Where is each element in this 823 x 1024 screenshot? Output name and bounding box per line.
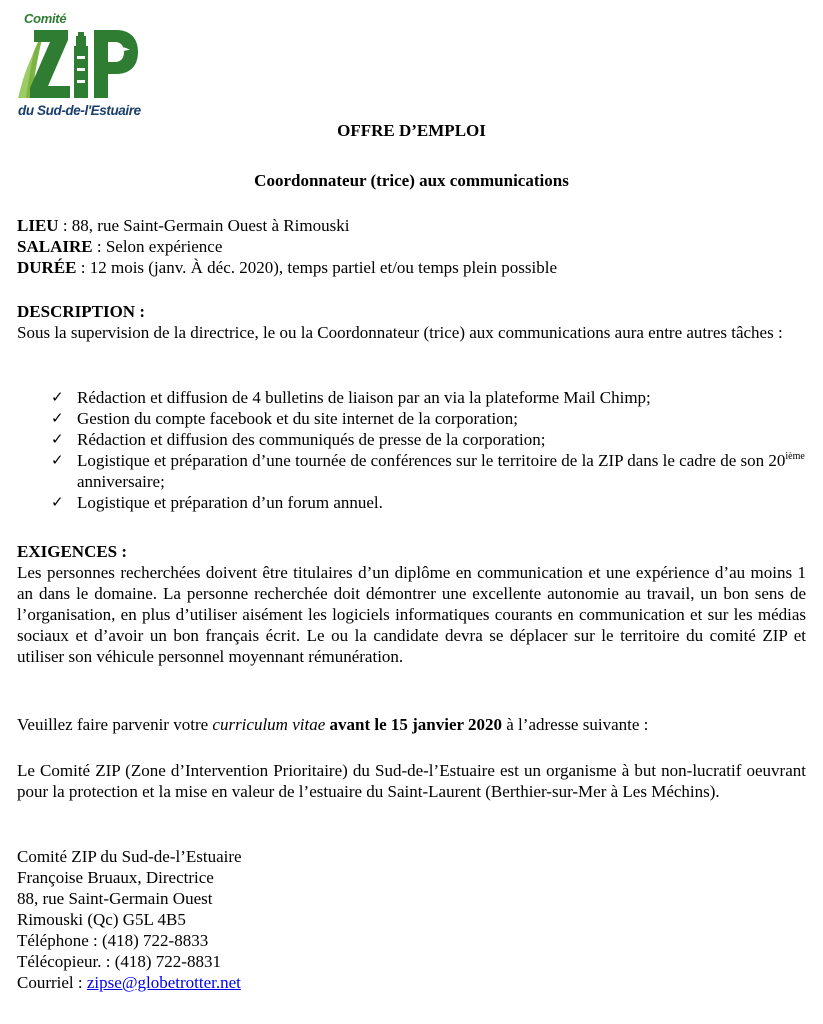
lieu-label: LIEU bbox=[17, 216, 59, 235]
page-title: OFFRE D’EMPLOI bbox=[337, 121, 486, 140]
salaire-label: SALAIRE bbox=[17, 237, 93, 256]
apply-text: Veuillez faire parvenir votre bbox=[17, 715, 213, 734]
contact-city: Rimouski (Qc) G5L 4B5 bbox=[17, 910, 186, 929]
organization-logo bbox=[18, 8, 140, 116]
list-item bbox=[17, 387, 806, 408]
exigences-text: Les personnes recherchées doivent être titulaires d’un diplôme en communication et une expérience d’au moins 1 an dans le domaine. La personne recherchée doit démontrer une excellente autonomie au travail, un bon sens de l’organisation, en plus d’utiliser aisément les logiciels informatiques courants en communication et sur les médias sociaux et d’avoir un bon français écrit. Le ou la candidate devra se déplacer sur le territoire du comité ZIP et utiliser son véhicule personnel moyennant rémunération. bbox=[17, 563, 806, 666]
deadline-text: avant le 15 janvier 2020 bbox=[329, 715, 503, 734]
apply-text-end: à l’adresse suivante : bbox=[502, 715, 649, 734]
about-section bbox=[17, 760, 806, 802]
description-intro: Sous la supervision de la directrice, le ou la Coordonnateur (trice) aux communications aura entre autres tâches : bbox=[17, 323, 783, 342]
job-title: Coordonnateur (trice) aux communications bbox=[254, 171, 569, 190]
task-text: Gestion du compte facebook et du site internet de la corporation; bbox=[77, 409, 518, 428]
duree-line bbox=[17, 257, 806, 278]
list-item bbox=[17, 408, 806, 429]
ordinal-superscript: ième bbox=[785, 451, 805, 462]
job-info bbox=[17, 215, 806, 278]
contact-block bbox=[17, 846, 806, 993]
exigences-heading bbox=[17, 541, 806, 562]
checkmark-icon: ✓ bbox=[51, 388, 64, 406]
zip-logo-graphic bbox=[18, 22, 140, 102]
list-item bbox=[17, 492, 806, 513]
duree-value: : 12 mois (janv. À déc. 2020), temps partiel et/ou temps plein possible bbox=[76, 258, 557, 277]
contact-street: 88, rue Saint-Germain Ouest bbox=[17, 889, 213, 908]
exigences-section bbox=[17, 541, 806, 667]
description-heading-text: DESCRIPTION : bbox=[17, 302, 145, 321]
exigences-heading-text: EXIGENCES : bbox=[17, 542, 128, 561]
checkmark-icon: ✓ bbox=[51, 493, 64, 511]
contact-fax: Télécopieur. : (418) 722-8831 bbox=[17, 952, 221, 971]
task-list bbox=[17, 387, 806, 513]
contact-person: Françoise Bruaux, Directrice bbox=[17, 868, 214, 887]
lieu-value: : 88, rue Saint-Germain Ouest à Rimouski bbox=[58, 216, 350, 235]
apply-line bbox=[17, 714, 806, 735]
lieu-line bbox=[17, 215, 806, 236]
contact-email-line bbox=[17, 972, 806, 993]
email-label: Courriel : bbox=[17, 973, 87, 992]
task-text-end: anniversaire; bbox=[77, 472, 165, 491]
description-section bbox=[17, 301, 806, 343]
duree-label: DURÉE bbox=[17, 258, 77, 277]
logo-top-text: Comité bbox=[24, 11, 67, 26]
about-text: Le Comité ZIP (Zone d’Intervention Prioritaire) du Sud-de-l’Estuaire est un organisme à but non-lucratif oeuvrant pour la protection et la mise en valeur de l’estuaire du Saint-Laurent (Berthier-sur-Mer à Les Méchins). bbox=[17, 761, 806, 801]
list-item bbox=[17, 429, 806, 450]
logo-bottom-text: du Sud-de-l'Estuaire bbox=[18, 103, 141, 118]
checkmark-icon: ✓ bbox=[51, 451, 64, 469]
task-text: Logistique et préparation d’un forum annuel. bbox=[77, 493, 383, 512]
task-text: Rédaction et diffusion de 4 bulletins de liaison par an via la plateforme Mail Chimp; bbox=[77, 388, 651, 407]
contact-phone: Téléphone : (418) 722-8833 bbox=[17, 931, 209, 950]
description-heading bbox=[17, 301, 806, 322]
contact-org: Comité ZIP du Sud-de-l’Estuaire bbox=[17, 847, 242, 866]
checkmark-icon: ✓ bbox=[51, 409, 64, 427]
list-item bbox=[17, 450, 806, 492]
salaire-line bbox=[17, 236, 806, 257]
checkmark-icon: ✓ bbox=[51, 430, 64, 448]
cv-text: curriculum vitae bbox=[212, 715, 326, 734]
application-instructions bbox=[17, 714, 806, 735]
task-text: Logistique et préparation d’une tournée de conférences sur le territoire de la ZIP dans le cadre de son 20 bbox=[77, 451, 786, 470]
salaire-value: : Selon expérience bbox=[92, 237, 223, 256]
task-text: Rédaction et diffusion des communiqués de presse de la corporation; bbox=[77, 430, 546, 449]
email-link[interactable]: zipse@globetrotter.net bbox=[86, 973, 241, 992]
